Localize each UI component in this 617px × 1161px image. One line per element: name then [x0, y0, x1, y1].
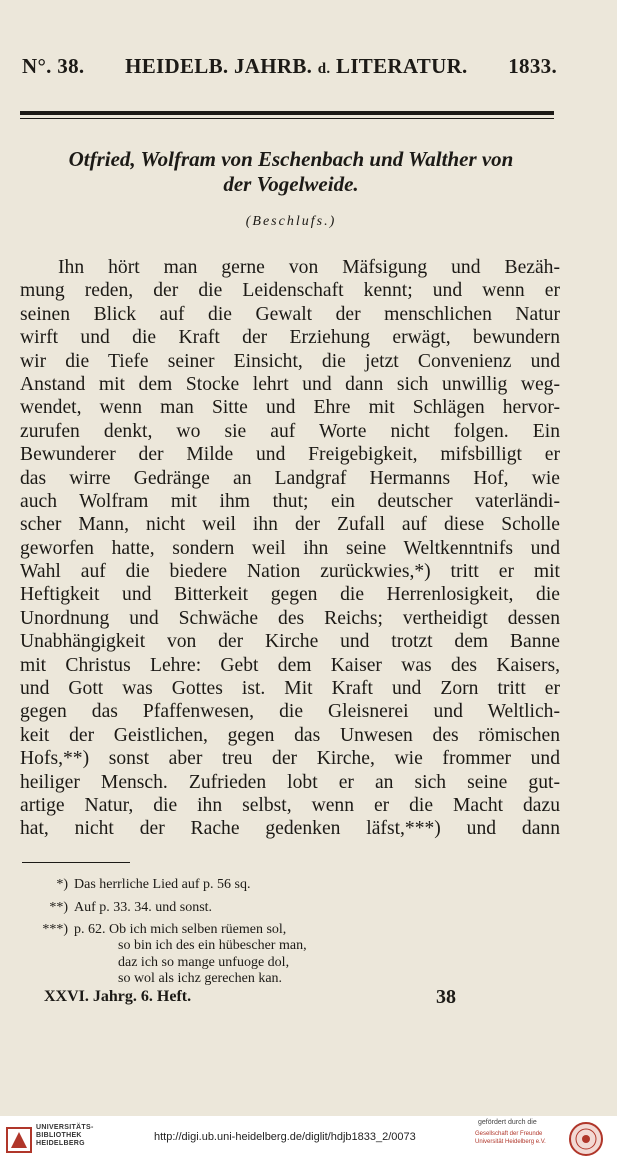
- sponsor-name: Gesellschaft der Freunde Universität Heidelberg e.V.: [475, 1131, 546, 1145]
- university-seal-icon: [568, 1121, 604, 1157]
- permalink-url[interactable]: http://digi.ub.uni-heidelberg.de/diglit/hdjb1833_2/0073: [154, 1131, 416, 1143]
- body-line: Unabhängigkeit von der Kirche und trotzt dem Banne: [20, 631, 560, 653]
- body-line: mit Christus Lehre: Gebt dem Kaiser was des Kaisers,: [20, 654, 560, 676]
- body-line: scher Mann, nicht weil ihn der Zufall auf diese Scholle: [20, 514, 560, 536]
- body-line: keit der Geistlichen, gegen das Unwesen des römischen: [20, 724, 560, 746]
- running-header: [22, 54, 557, 79]
- body-line: Bewunderer der Milde und Freigebigkeit, mifsbilligt er: [20, 444, 560, 466]
- journal-title: HEIDELB. JAHRB. d. LITERATUR.: [125, 54, 468, 78]
- body-line: geworfen hatte, sondern weil ihn seine Weltkenntnifs und: [20, 537, 560, 559]
- body-line: und Gott was Gottes ist. Mit Kraft und Zorn tritt er: [20, 678, 560, 700]
- header-rule-thick: [20, 111, 554, 115]
- footnote-1: *) Das herrliche Lied auf p. 56 sq.: [56, 877, 251, 892]
- body-line: wirft und die Kraft der Erziehung erwägt, bewundern: [20, 327, 560, 349]
- body-line: seinen Blick auf die Gewalt der menschlichen Natur: [20, 303, 560, 325]
- body-line: Wahl auf die biedere Nation zurückwies,*) tritt er mit: [20, 561, 560, 583]
- body-text: [20, 256, 560, 841]
- body-line: mung reden, der die Leidenschaft kennt; und wenn er: [20, 280, 560, 302]
- body-line: zurufen denkt, wo sie auf Worte nicht folgen. Ein: [20, 420, 560, 442]
- year: 1833.: [508, 54, 557, 78]
- body-line: auch Wolfram mit ihm thut; ein deutscher vaterländi-: [20, 490, 560, 512]
- body-line: Heftigkeit und Bitterkeit gegen die Herrenlosigkeit, die: [20, 584, 560, 606]
- body-line: hat, nicht der Rache gedenken läfst,***) und dann: [20, 818, 560, 840]
- issue-number: N°. 38.: [22, 54, 85, 78]
- body-line: Unordnung und Schwäche des Reichs; vertheidigt dessen: [20, 607, 560, 629]
- footnote-rule: [22, 862, 130, 863]
- header-rule-thin: [20, 118, 554, 119]
- university-library-logo-icon: [6, 1124, 32, 1154]
- body-line: gegen das Pfaffenwesen, die Gleisnerei und Weltlich-: [20, 701, 560, 723]
- footnote-2: **) Auf p. 33. 34. und sonst.: [49, 900, 213, 915]
- article-subtitle: (Beschlufs.): [245, 214, 337, 229]
- footnote-3: ***) p. 62. Ob ich mich selben rüemen sol,: [42, 922, 287, 937]
- verse-quote: so bin ich des ein hübescher man, daz ich so mange unfuoge dol, so wol als ichz gerechen kan.: [118, 938, 307, 986]
- body-line: heiliger Mensch. Zufrieden lobt er an sich seine gut-: [20, 771, 560, 793]
- signature-line: XXVI. Jahrg. 6. Heft.: [44, 988, 192, 1005]
- body-line: Anstand mit dem Stocke lehrt und dann sich unwillig weg-: [20, 373, 560, 395]
- library-name: UNIVERSITÄTS- BIBLIOTHEK HEIDELBERG: [36, 1124, 94, 1147]
- body-line: artige Natur, die ihn selbst, wenn er die Macht dazu: [20, 794, 560, 816]
- page-number: 38: [436, 986, 456, 1008]
- body-line: wendet, wenn man Sitte und Ehre mit Schlägen hervor-: [20, 397, 560, 419]
- sponsor-label: gefördert durch die: [478, 1119, 537, 1126]
- body-line: Ihn hört man gerne von Mäfsigung und Bezäh-: [58, 257, 560, 278]
- article-title: Otfried, Wolfram von Eschenbach und Walther von der Vogelweide.: [68, 147, 514, 196]
- body-line: Hofs,**) sonst aber treu der Kirche, wie frommer und: [20, 748, 560, 770]
- body-line: das wirre Gedränge an Landgraf Hermanns Hof, wie: [20, 467, 560, 489]
- body-line: wir die Tiefe seiner Einsicht, die jetzt Convenienz und: [20, 350, 560, 372]
- viewer-footer: [0, 1116, 617, 1161]
